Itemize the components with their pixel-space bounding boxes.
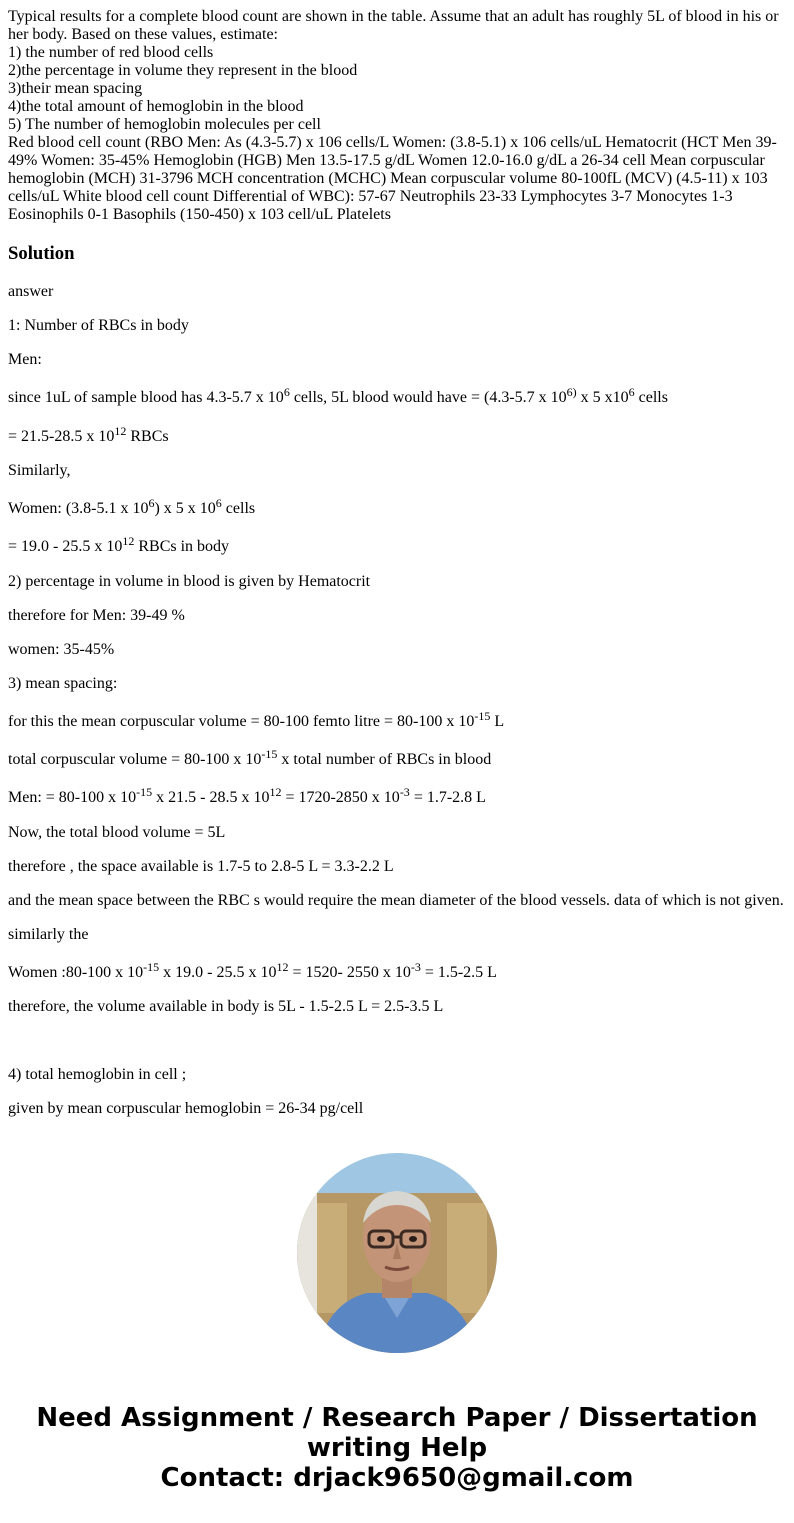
- banner-line-2: writing Help: [306, 1433, 488, 1463]
- question-item-2: 2)the percentage in volume they represent in the blood: [8, 62, 358, 79]
- answer-label: answer: [8, 283, 54, 300]
- mch-given: given by mean corpuscular hemoglobin = 26-34 pg/cell: [8, 1100, 364, 1117]
- women-volume-calculation: Women :80-100 x $10^{-15}$ x 19.0 - 25.5 x $10^{12} = 1520-$ 2550 x $10^{-3} = 1.5-2.5$ L: [8, 960, 497, 981]
- mean-space-note: and the mean space between the RBC s would require the mean diameter of the blood vessels. data of which is not given.: [8, 892, 784, 909]
- solution-heading: Solution: [8, 243, 75, 264]
- section-1-title: 1: Number of RBCs in body: [8, 317, 189, 334]
- total-blood-volume: Now, the total blood volume = 5L: [8, 824, 226, 841]
- similarly-the-text: similarly the: [8, 926, 89, 943]
- men-label: Men:: [8, 351, 42, 368]
- volume-available: therefore, the volume available in body is 5L - 1.5-2.5 L = 2.5-3.5 L: [8, 998, 444, 1015]
- total-corpuscular-volume: total corpuscular volume = 80-100 x $10^{-15}$ x total number of RBCs in blood: [8, 747, 492, 768]
- hematocrit-men: therefore for Men: 39-49 %: [8, 607, 185, 624]
- question-item-3: 3)their mean spacing: [8, 80, 143, 97]
- question-table-text: Red blood cell count (RBO Men: As (4.3-5.7) x 106 cells/L Women: (3.8-5.1) x 106 cells/uL Hematocrit (HCT Men 39-49% Women: 35-45% Hemoglobin (HGB) Men 13.5-17.5 g/dL Women 12.0-16.0 g/dL a 26-34 cell Mean corpuscular hemoglobin (MCH) 31-3796 MCH concentration (MCHC) Mean corpuscular volume 80-100fL (MCV) (4.5-11) x 103 cells/uL White blood cell count Differential of WBC): 57-67 Neutrophils 23-33 Lymphocytes 3-7 Monocytes 1-3 Eosinophils 0-1 Basophils (150-450) x 103 cell/uL Platelets: [8, 134, 777, 223]
- section-4-title: 4) total hemoglobin in cell ;: [8, 1066, 187, 1083]
- rbc-women-result: = 19.0 - 25.5 x $10^{12}$ RBCs in body: [8, 534, 230, 555]
- similarly-text: Similarly,: [8, 462, 71, 479]
- section-3-title: 3) mean spacing:: [8, 675, 118, 692]
- rbc-men-calculation: since 1uL of sample blood has 4.3-5.7 x $10^6$ cells, 5L blood would have = (4.3-5.7 x 10$^{6)}$ x 5 $x10^6$ cells: [8, 385, 668, 406]
- section-2-title: 2) percentage in volume in blood is given by Hematocrit: [8, 573, 371, 590]
- author-photo: [297, 1153, 497, 1353]
- question-item-1: 1) the number of red blood cells: [8, 44, 214, 61]
- question-item-5: 5) The number of hemoglobin molecules per cell: [8, 116, 321, 133]
- banner-line-1: Need Assignment / Research Paper / Dissertation: [36, 1403, 758, 1433]
- promo-banner: [0, 1403, 794, 1493]
- space-available: therefore , the space available is 1.7-5 to 2.8-5 L = 3.3-2.2 L: [8, 858, 394, 875]
- rbc-men-result: = 21.5-28.5 x $10^{12}$ RBCs: [8, 424, 169, 445]
- hematocrit-women: women: 35-45%: [8, 641, 115, 658]
- rbc-women-calculation: Women: (3.8-5.1 x $10^6$) x 5 x $10^6$ cells: [8, 496, 256, 517]
- mcv-definition: for this the mean corpuscular volume = 80-100 femto litre = 80-100 x $10^{-15}$ L: [8, 709, 505, 730]
- men-volume-calculation: Men: = 80-100 x $10^{-15}$ x 21.5 - 28.5 x $10^{12} = 1720-2850$ x $10^{-3} = 1.7-2.8$ L: [8, 785, 486, 806]
- question-item-4: 4)the total amount of hemoglobin in the blood: [8, 98, 304, 115]
- banner-contact: Contact: drjack9650@gmail.com: [160, 1463, 634, 1493]
- question-intro: Typical results for a complete blood count are shown in the table. Assume that an adult has roughly 5L of blood in his or her body. Based on these values, estimate:: [8, 8, 779, 43]
- question-text: [8, 8, 788, 224]
- author-portrait-image: [297, 1153, 497, 1353]
